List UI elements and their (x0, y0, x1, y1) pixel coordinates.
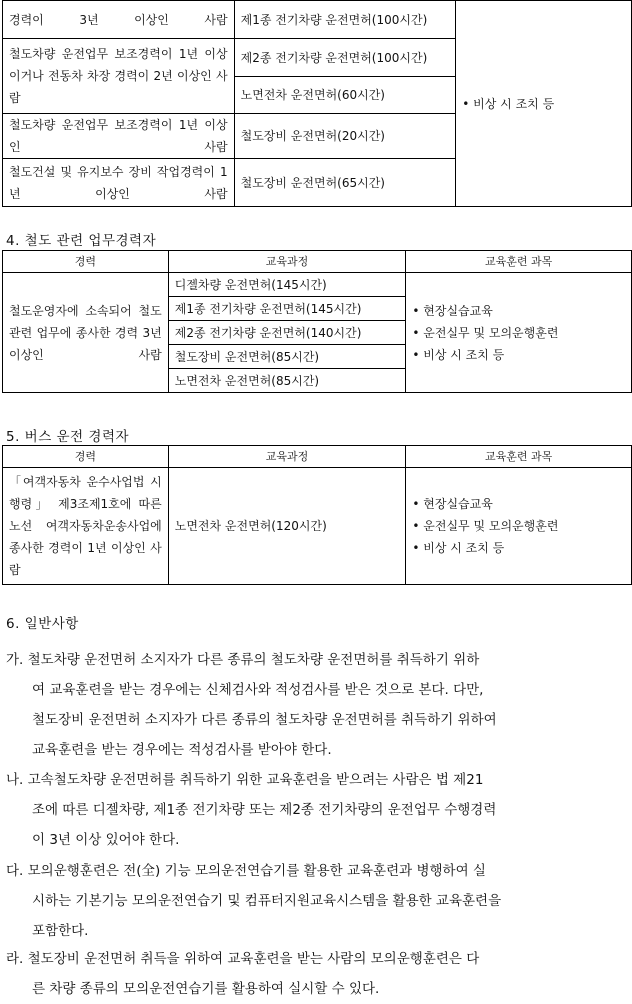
general-item-da (6, 856, 628, 946)
career-cell: 경력이 3년 이상인 사람 (3, 1, 235, 39)
section-4-title: 4. 철도 관련 업무경력자 (6, 233, 157, 249)
item-first-line: 나. 고속철도차량 운전면허를 취득하기 위한 교육훈련을 받으려는 사람은 법 제21 (6, 772, 484, 788)
item-first-line: 가. 철도차량 운전면허 소지자가 다른 종류의 철도차량 운전면허를 취득하기 위하 (6, 652, 480, 668)
item-line: 른 차량 종류의 모의운전연습기를 활용하여 실시할 수 있다. (32, 981, 380, 997)
section-5-title: 5. 버스 운전 경력자 (6, 429, 130, 445)
course-cell: 노면전차 운전면허(85시간) (168, 369, 406, 393)
subject-item: • 비상 시 조치 등 (462, 93, 625, 115)
course-cell: 제1종 전기차량 운전면허(145시간) (168, 297, 406, 321)
item-line: 여 교육훈련을 받는 경우에는 신체검사와 적성검사를 받은 것으로 본다. 다만, (32, 682, 484, 698)
general-item-ga (6, 645, 628, 765)
item-first-line: 라. 철도장비 운전면허 취득을 위하여 교육훈련을 받는 사람의 모의운행훈련은 다 (6, 951, 480, 967)
career-cell: 「여객자동차 운수사업법 시행령」 제3조제1호에 따른 노선 여객자동차운송사업에 종사한 경력이 1년 이상인 사람 (3, 468, 169, 585)
general-item-ra (6, 944, 628, 1004)
section-5-table (2, 445, 632, 585)
subject-item: • 현장실습교육 (412, 300, 625, 322)
header-subjects: 교육훈련 과목 (406, 251, 632, 273)
career-cell: 철도건설 및 유지보수 장비 작업경력이 1년 이상인 사람 (3, 159, 235, 207)
section-4-table (2, 250, 632, 393)
section-6-title: 6. 일반사항 (6, 616, 79, 632)
subject-item: • 비상 시 조치 등 (412, 344, 625, 366)
course-cell: 디젤차량 운전면허(145시간) (168, 273, 406, 297)
item-line: 철도장비 운전면허 소지자가 다른 종류의 철도차량 운전면허를 취득하기 위하여 (32, 712, 497, 728)
course-cell: 노면전차 운전면허(120시간) (168, 468, 406, 585)
item-line: 교육훈련을 받는 경우에는 적성검사를 받아야 한다. (32, 742, 332, 758)
career-cell: 철도운영자에 소속되어 철도관련 업무에 종사한 경력 3년 이상인 사람 (3, 273, 169, 393)
course-cell: 제2종 전기차량 운전면허(100시간) (234, 39, 456, 77)
item-line: 시하는 기본기능 모의운전연습기 및 컴퓨터지원교육시스템을 활용한 교육훈련을 (32, 893, 502, 909)
header-subjects: 교육훈련 과목 (406, 446, 632, 468)
item-first-line: 다. 모의운행훈련은 전(全) 기능 모의운전연습기를 활용한 교육훈련과 병행하여 실 (6, 863, 486, 879)
license-table-continued (2, 0, 632, 207)
course-cell: 철도장비 운전면허(85시간) (168, 345, 406, 369)
header-course: 교육과정 (168, 251, 406, 273)
course-cell: 노면전차 운전면허(60시간) (234, 77, 456, 114)
header-course: 교육과정 (168, 446, 406, 468)
general-item-na (6, 765, 628, 855)
course-cell: 철도장비 운전면허(20시간) (234, 114, 456, 159)
subject-item: • 운전실무 및 모의운행훈련 (412, 322, 625, 344)
subjects-cell (406, 468, 632, 585)
subject-item: • 운전실무 및 모의운행훈련 (412, 515, 625, 537)
item-line: 포함한다. (32, 923, 89, 939)
course-cell: 철도장비 운전면허(65시간) (234, 159, 456, 207)
subjects-cell (406, 273, 632, 393)
career-cell: 철도차량 운전업무 보조경력이 1년 이상인 사람 (3, 114, 235, 159)
header-career: 경력 (3, 446, 169, 468)
header-career: 경력 (3, 251, 169, 273)
item-line: 조에 따른 디젤차량, 제1종 전기차량 또는 제2종 전기차량의 운전업무 수행경력 (32, 802, 497, 818)
course-cell: 제1종 전기차량 운전면허(100시간) (234, 1, 456, 39)
course-cell: 제2종 전기차량 운전면허(140시간) (168, 321, 406, 345)
subject-item: • 현장실습교육 (412, 493, 625, 515)
subjects-cell (456, 1, 632, 207)
subject-item: • 비상 시 조치 등 (412, 537, 625, 559)
career-cell: 철도차량 운전업무 보조경력이 1년 이상이거나 전동차 차장 경력이 2년 이상인 사람 (3, 39, 235, 114)
item-line: 이 3년 이상 있어야 한다. (32, 832, 180, 848)
